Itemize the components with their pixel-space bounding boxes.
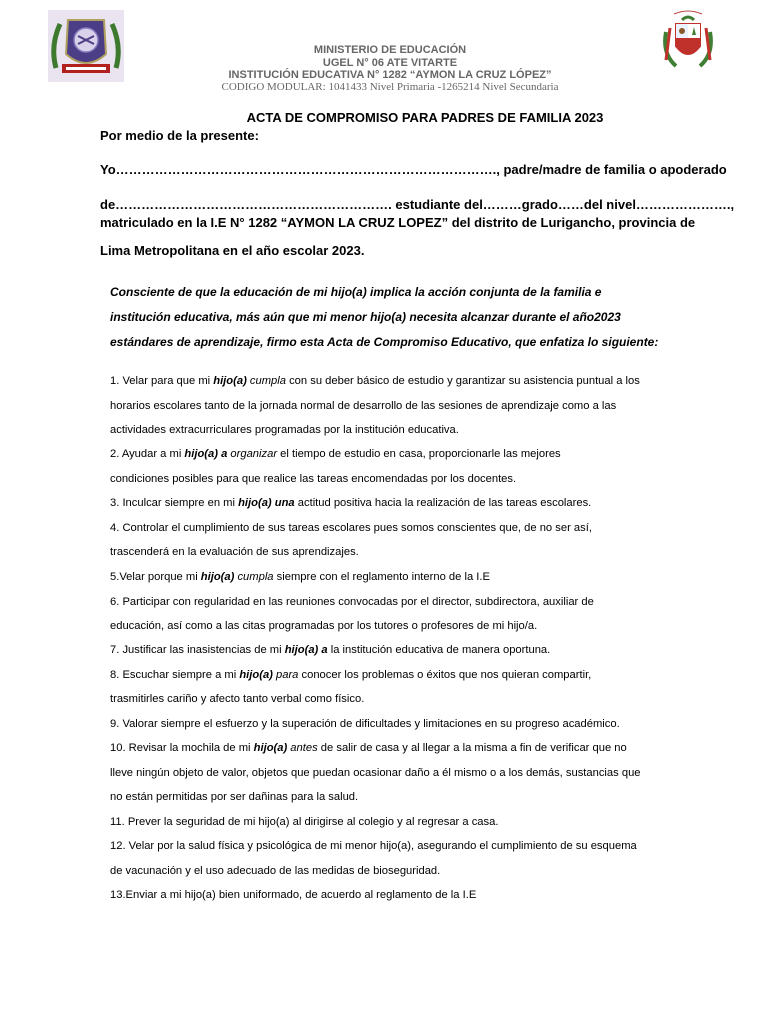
item-text: bien uniformado, de acuerdo al reglamento de la I.E [215,889,477,901]
item-verb: para [272,669,299,681]
item-verb: cumpla [246,375,286,387]
item-text: 7. Justificar las inasistencias de mi [110,644,285,656]
item-9-line-1: 9. Valorar siempre el esfuerzo y la superación de dificultades y limitaciones en su progreso académico. [110,718,620,730]
hijo-text: hijo(a) [258,816,290,828]
hijo-highlight: hijo(a) [370,310,407,324]
intro-lima-line: Lima Metropolitana en el año escolar 2023. [100,243,365,258]
school-emblem-logo [48,10,124,82]
intro-matriculado-line: matriculado en la I.E N° 1282 “AYMON LA CRUZ LOPEZ” del distrito de Lurigancho, provincia de [100,215,696,230]
document-title: ACTA DE COMPROMISO PARA PADRES DE FAMILIA 2023 [246,110,604,125]
item-text: 1. Velar para que mi [110,375,214,387]
item-text: 10. Revisar la mochila de mi [110,742,254,754]
item-text: , asegurando el cumplimiento de su esquema [410,840,637,852]
item-3-line-1 [110,496,591,510]
consciente-line-1: Consciente de que la educación de mi hijo(a) implica la acción conjunta de la familia e [110,285,602,299]
item-text: de salir de casa y al llegar a la misma a fin de verificar que no [317,742,627,754]
item-10-line-2: lleve ningún objeto de valor, objetos que puedan ocasionar daño a él mismo o a los demás, sustancias que [110,767,641,779]
hijo-highlight: hijo(a) [200,571,235,583]
item-text: 11. Prever la seguridad de mi [110,816,259,828]
codigo-modular-line: CODIGO MODULAR: 1041433 Nivel Primaria -1265214 Nivel Secundaria [221,81,559,93]
item-4-line-2: trascenderá en la evaluación de sus aprendizajes. [110,546,359,558]
hijo-highlight: hijo(a) una [238,497,295,509]
item-7-line-1 [110,643,550,657]
item-10-line-1 [110,741,627,755]
item-1-line-2: horarios escolares tanto de la jornada normal de desarrollo de las sesiones de aprendizaje como a las [110,400,617,412]
item-text: siempre con el reglamento interno de la I.E [273,571,490,583]
item-8-line-2: trasmitirles cariño y afecto tanto verbal como físico. [110,693,365,705]
hijo-highlight: hijo(a) a [284,644,328,656]
item-8-line-1 [110,668,591,682]
hijo-highlight: hijo(a) a [184,448,228,460]
item-12-line-1 [110,839,637,853]
intro-by-present: Por medio de la presente: [100,128,259,143]
hijo-highlight: hijo(a) [213,375,247,387]
intro-de-line: de………………………………………………………. estudiante del………grado……del nivel…………………., [100,197,735,212]
item-text: conocer los problemas o éxitos que nos quieran compartir, [298,669,592,681]
item-text: al dirigirse al colegio y al regresar a casa. [289,816,499,828]
item-2-line-2: condiciones posibles para que realice las tareas encomendadas por los docentes. [110,473,517,485]
consciente-text: institución educativa, más aún que mi menor [110,310,371,324]
consciente-line-3: estándares de aprendizaje, firmo esta Acta de Compromiso Educativo, que enfatiza lo siguiente: [110,335,659,349]
coat-of-arms-logo [662,10,714,72]
item-12-line-2: de vacunación y el uso adecuado de las medidas de bioseguridad. [110,865,441,877]
item-verb: organizar [227,448,278,460]
item-text: la institución educativa de manera oportuna. [327,644,551,656]
item-1-line-3: actividades extracurriculares programadas por la institución educativa. [110,424,459,436]
item-text: 13.Enviar a mi [110,889,185,901]
item-text: 12. Velar por la salud física y psicológica de mi menor [110,840,380,852]
item-text: 2. Ayudar a mi [110,448,185,460]
item-verb: antes [287,742,318,754]
item-1-line-1 [110,374,640,388]
item-verb: cumpla [234,571,274,583]
institution-heading: INSTITUCIÓN EDUCATIVA N° 1282 “AYMON LA CRUZ LÓPEZ” [228,69,552,81]
consciente-line-2 [110,310,621,324]
item-text: actitud positiva hacia la realización de las tareas escolares. [294,497,592,509]
hijo-highlight: hijo(a) [253,742,288,754]
item-4-line-1: 4. Controlar el cumplimiento de sus tareas escolares pues somos conscientes que, de no ser así, [110,522,592,534]
item-5-line-1 [110,570,490,584]
item-text: 3. Inculcar siempre en mi [110,497,239,509]
ministry-heading: MINISTERIO DE EDUCACIÓN [313,44,467,56]
item-text: 5.Velar porque mi [110,571,201,583]
hijo-highlight: hijo(a) [239,669,273,681]
item-13-line-1 [110,888,476,902]
item-2-line-1 [110,447,561,461]
intro-yo-line: Yo……………………………………………………………………………., padre/madre de familia o apoderado [100,162,727,177]
item-11-line-1 [110,815,498,829]
item-text: con su deber básico de estudio y garantizar su asistencia puntual a los [285,375,640,387]
consciente-text: necesita alcanzar durante el año2023 [406,310,621,324]
hijo-text: hijo(a) [184,889,216,901]
item-6-line-2: educación, así como a las citas programadas por los tutores o profesores de mi hijo/a. [110,620,538,632]
hijo-text: hijo(a) [379,840,411,852]
item-text: el tiempo de estudio en casa, proporcionarle las mejores [277,448,561,460]
item-6-line-1: 6. Participar con regularidad en las reuniones convocadas por el director, subdirectora, auxiliar de [110,596,594,608]
ugel-heading: UGEL N° 06 ATE VITARTE [322,57,458,69]
item-text: 8. Escuchar siempre a mi [110,669,240,681]
item-10-line-3: no están permitidas por ser dañinas para la salud. [110,791,359,803]
